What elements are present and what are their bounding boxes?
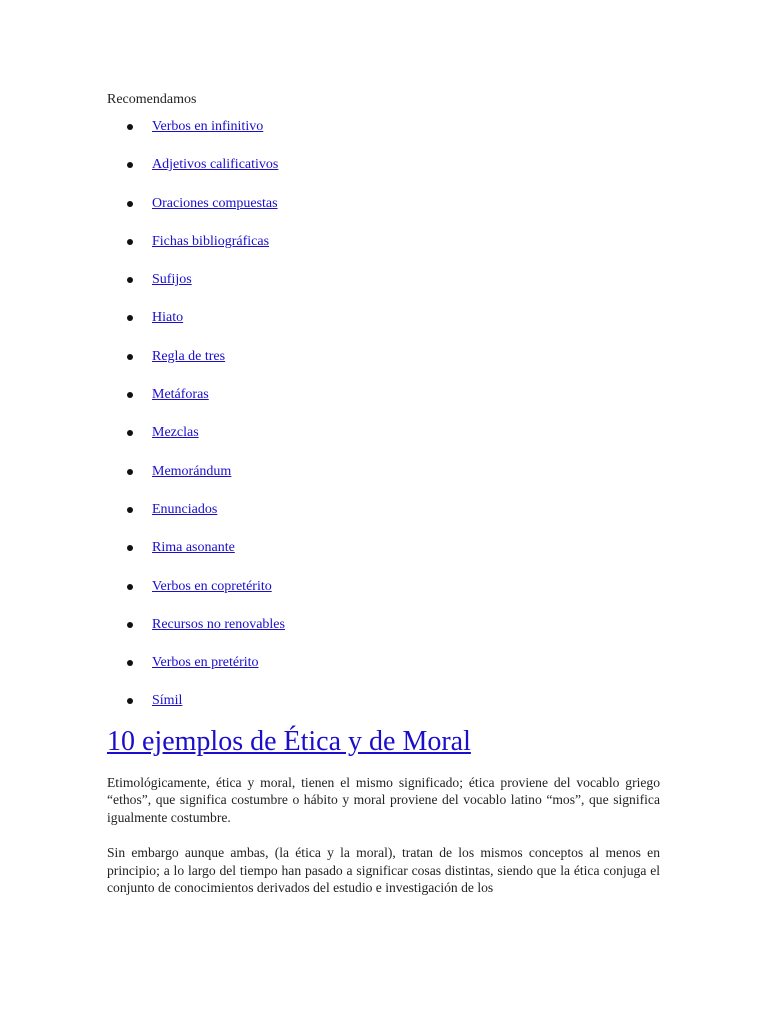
recommendation-link[interactable]: Regla de tres	[152, 348, 226, 364]
list-item	[107, 385, 660, 423]
recommendation-link[interactable]: Verbos en infinitivo	[152, 119, 264, 134]
bullet-icon	[127, 545, 133, 551]
recommendation-link[interactable]: Metáforas	[152, 387, 209, 403]
bullet-icon	[127, 469, 133, 475]
bullet-icon	[127, 430, 133, 436]
article-paragraph: Sin embargo aunque ambas, (la ética y la moral), tratan de los mismos conceptos al menos en principio; a lo largo del tiempo han pasado a significar cosas distintas, siendo que la ética conjuga el conjunto de conocimientos derivados del estudio e investigación de los	[107, 844, 660, 896]
list-item	[107, 155, 660, 193]
list-item	[107, 232, 660, 270]
recommendation-link[interactable]: Rima asonante	[152, 540, 235, 556]
recommendation-link[interactable]: Mezclas	[152, 425, 199, 441]
list-item	[107, 538, 660, 576]
list-item	[107, 308, 660, 346]
recommendation-link[interactable]: Sufijos	[152, 272, 192, 288]
recommendations-list	[107, 117, 660, 730]
list-item	[107, 653, 660, 691]
list-item	[107, 270, 660, 308]
list-item	[107, 500, 660, 538]
article-title-link[interactable]: 10 ejemplos de Ética y de Moral	[107, 725, 471, 757]
bullet-icon	[127, 660, 133, 666]
bullet-icon	[127, 315, 133, 321]
bullet-icon	[127, 277, 133, 283]
bullet-icon	[127, 239, 133, 245]
bullet-icon	[127, 584, 133, 590]
recommendation-link[interactable]: Memorándum	[152, 463, 232, 479]
recommendation-link[interactable]: Símil	[152, 693, 183, 709]
bullet-icon	[127, 507, 133, 513]
bullet-icon	[127, 354, 133, 360]
recommendation-link[interactable]: Verbos en pretérito	[152, 655, 259, 671]
list-item	[107, 462, 660, 500]
list-item	[107, 347, 660, 385]
list-item	[107, 691, 660, 729]
recommendation-link[interactable]: Verbos en copretérito	[152, 578, 272, 594]
document-page	[107, 90, 660, 914]
list-item	[107, 577, 660, 615]
bullet-icon	[127, 124, 133, 130]
list-item	[107, 117, 660, 155]
recommendation-link[interactable]: Enunciados	[152, 501, 218, 517]
bullet-icon	[127, 162, 133, 168]
recommendation-link[interactable]: Recursos no renovables	[152, 616, 285, 632]
recommendation-link[interactable]: Hiato	[152, 310, 184, 326]
list-item	[107, 615, 660, 653]
bullet-icon	[127, 622, 133, 628]
recommendation-link[interactable]: Adjetivos calificativos	[152, 157, 279, 173]
bullet-icon	[127, 392, 133, 398]
list-item	[107, 194, 660, 232]
recommendations-heading: Recomendamos	[107, 92, 197, 107]
recommendation-link[interactable]: Oraciones compuestas	[152, 195, 278, 211]
list-item	[107, 423, 660, 461]
article-paragraph: Etimológicamente, ética y moral, tienen el mismo significado; ética proviene del vocablo griego “ethos”, que significa costumbre o hábito y moral proviene del vocablo latino “mos”, que significa igualmente costumbre.	[107, 774, 660, 826]
recommendation-link[interactable]: Fichas bibliográficas	[152, 233, 270, 249]
bullet-icon	[127, 698, 133, 704]
bullet-icon	[127, 201, 133, 207]
